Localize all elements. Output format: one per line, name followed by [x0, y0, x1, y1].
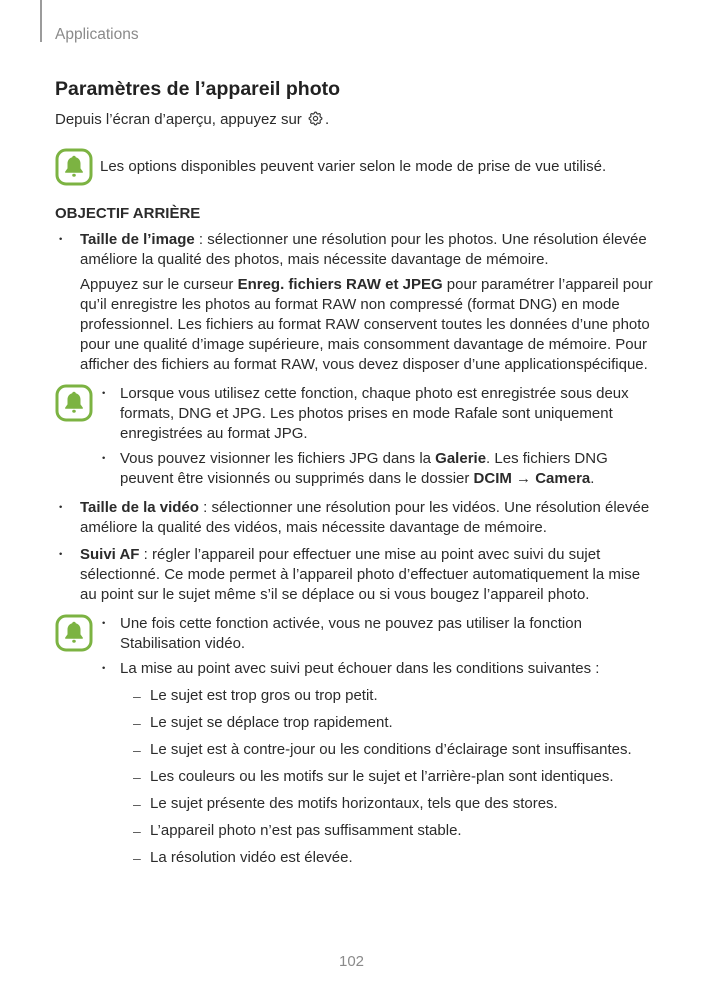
setting-term: Taille de l’image [80, 231, 195, 248]
arrow-right-icon: → [511, 470, 536, 487]
settings-gear-icon [307, 110, 324, 133]
bell-icon [55, 148, 100, 186]
section-heading-rear-lens: OBJECTIF ARRIÈRE [55, 205, 201, 222]
gallery-app-name: Galerie [435, 450, 487, 467]
condition-item [133, 686, 653, 706]
condition-item [133, 740, 653, 760]
condition-item [133, 794, 653, 814]
condition-text: Le sujet se déplace trop rapidement. [150, 714, 393, 731]
bell-icon [55, 384, 100, 489]
setting-description: : régler l’appareil pour effectuer une mise au point avec suivi du sujet sélectionné. Ce mode permet à l’appareil photo d’effectuer automatiquement la mise au point sur le sujet même s’il se déplace ou si vous bougez l’appareil photo. [80, 546, 641, 603]
notice-text-segment: . Les fichiers DNG peuvent être visionnés ou supprimés dans le dossier [120, 450, 608, 487]
raw-jpeg-toggle-name: Enreg. fichiers RAW et JPEG [237, 276, 443, 293]
condition-text: La résolution vidéo est élevée. [150, 849, 353, 866]
raw-notice-item [100, 384, 653, 444]
rear-lens-settings-list [55, 230, 653, 868]
dash-marker: – [133, 823, 141, 839]
condition-text: L’appareil photo n’est pas suffisamment stable. [150, 822, 462, 839]
list-item-body [80, 545, 653, 605]
raw-notice-list [100, 384, 653, 489]
dcim-folder-name: DCIM [473, 470, 512, 487]
paragraph-pre: Appuyez sur le curseur [80, 276, 238, 293]
notice-availability [55, 148, 653, 186]
bullet-marker: • [102, 388, 106, 399]
list-item-body [80, 230, 653, 270]
bullet-marker: • [102, 663, 106, 674]
dash-marker: – [133, 742, 141, 758]
notice-text [120, 449, 653, 489]
list-item-body [80, 498, 653, 538]
setting-description: : sélectionner une résolution pour les photos. Une résolution élevée améliore la qualité des photos, mais nécessite davantage de mémoire. [80, 231, 647, 268]
paragraph-post: pour paramétrer l’appareil pour qu’il enregistre les photos au format RAW non compressé (format DNG) en mode professionnel. Les fichiers au format RAW conservent toutes les données d’une photo pour une qualité d’image supérieure, mais consomment davantage de mémoire. Pour afficher des fichiers au format RAW, vous devez disposer d’une applicationspécifique. [80, 276, 653, 373]
raw-notice-item [100, 449, 653, 489]
condition-item [133, 767, 653, 787]
running-header: Applications [55, 26, 139, 43]
af-conditions-wrapper [100, 686, 653, 868]
condition-text: Le sujet est trop gros ou trop petit. [150, 687, 378, 704]
notice-text: Les options disponibles peuvent varier selon le mode de prise de vue utilisé. [100, 158, 607, 175]
setting-term: Taille de la vidéo [80, 499, 199, 516]
af-notice-item [100, 659, 653, 679]
condition-item [133, 848, 653, 868]
bullet-marker: • [59, 549, 63, 560]
intro-text-post: . [324, 111, 330, 128]
header-left-rule [40, 0, 42, 42]
dash-marker: – [133, 850, 141, 866]
bullet-marker: • [59, 234, 63, 245]
bullet-marker: • [102, 618, 106, 629]
page-number: 102 [338, 953, 365, 970]
condition-text: Le sujet est à contre-jour ou les conditions d’éclairage sont insuffisantes. [150, 741, 632, 758]
condition-text: Le sujet présente des motifs horizontaux, tels que des stores. [150, 795, 558, 812]
list-item-tracking-af-notice [55, 614, 653, 868]
notice-text-segment: Vous pouvez visionner les fichiers JPG dans la [120, 450, 436, 467]
page-content [55, 78, 653, 868]
list-item-image-size [55, 230, 653, 270]
setting-term: Suivi AF [80, 546, 140, 563]
bell-icon [55, 614, 100, 868]
intro-text-pre: Depuis l’écran d’aperçu, appuyez sur [55, 111, 306, 128]
af-conditions-list [133, 686, 653, 868]
dash-marker: – [133, 715, 141, 731]
notice-text: Lorsque vous utilisez cette fonction, chaque photo est enregistrée sous deux formats, DNG et JPG. Les photos prises en mode Rafale sont uniquement enregistrées au format JPG. [120, 385, 629, 442]
dash-marker: – [133, 796, 141, 812]
condition-item [133, 713, 653, 733]
list-item-tracking-af [55, 545, 653, 605]
dash-marker: – [133, 769, 141, 785]
intro-paragraph [55, 110, 653, 133]
page-title: Paramètres de l’appareil photo [55, 78, 341, 100]
af-notice-list [100, 614, 653, 868]
list-item-video-size [55, 498, 653, 538]
raw-jpeg-paragraph [80, 275, 653, 375]
notice-tracking-af [55, 614, 653, 868]
dash-marker: – [133, 688, 141, 704]
camera-folder-name: Camera [535, 470, 591, 487]
condition-text: Les couleurs ou les motifs sur le sujet et l’arrière-plan sont identiques. [150, 768, 614, 785]
condition-item [133, 821, 653, 841]
notice-raw-format [55, 384, 653, 489]
notice-text: Une fois cette fonction activée, vous ne pouvez pas utiliser la fonction Stabilisation vidéo. [120, 615, 582, 652]
bullet-marker: • [102, 453, 106, 464]
bullet-marker: • [59, 502, 63, 513]
list-item-image-size-extra [55, 275, 653, 489]
notice-text: La mise au point avec suivi peut échouer dans les conditions suivantes : [120, 660, 600, 677]
af-notice-item [100, 614, 653, 654]
setting-description: : sélectionner une résolution pour les vidéos. Une résolution élevée améliore la qualité des vidéos, mais nécessite davantage de mémoire. [80, 499, 650, 536]
notice-text-segment: . [590, 470, 595, 487]
